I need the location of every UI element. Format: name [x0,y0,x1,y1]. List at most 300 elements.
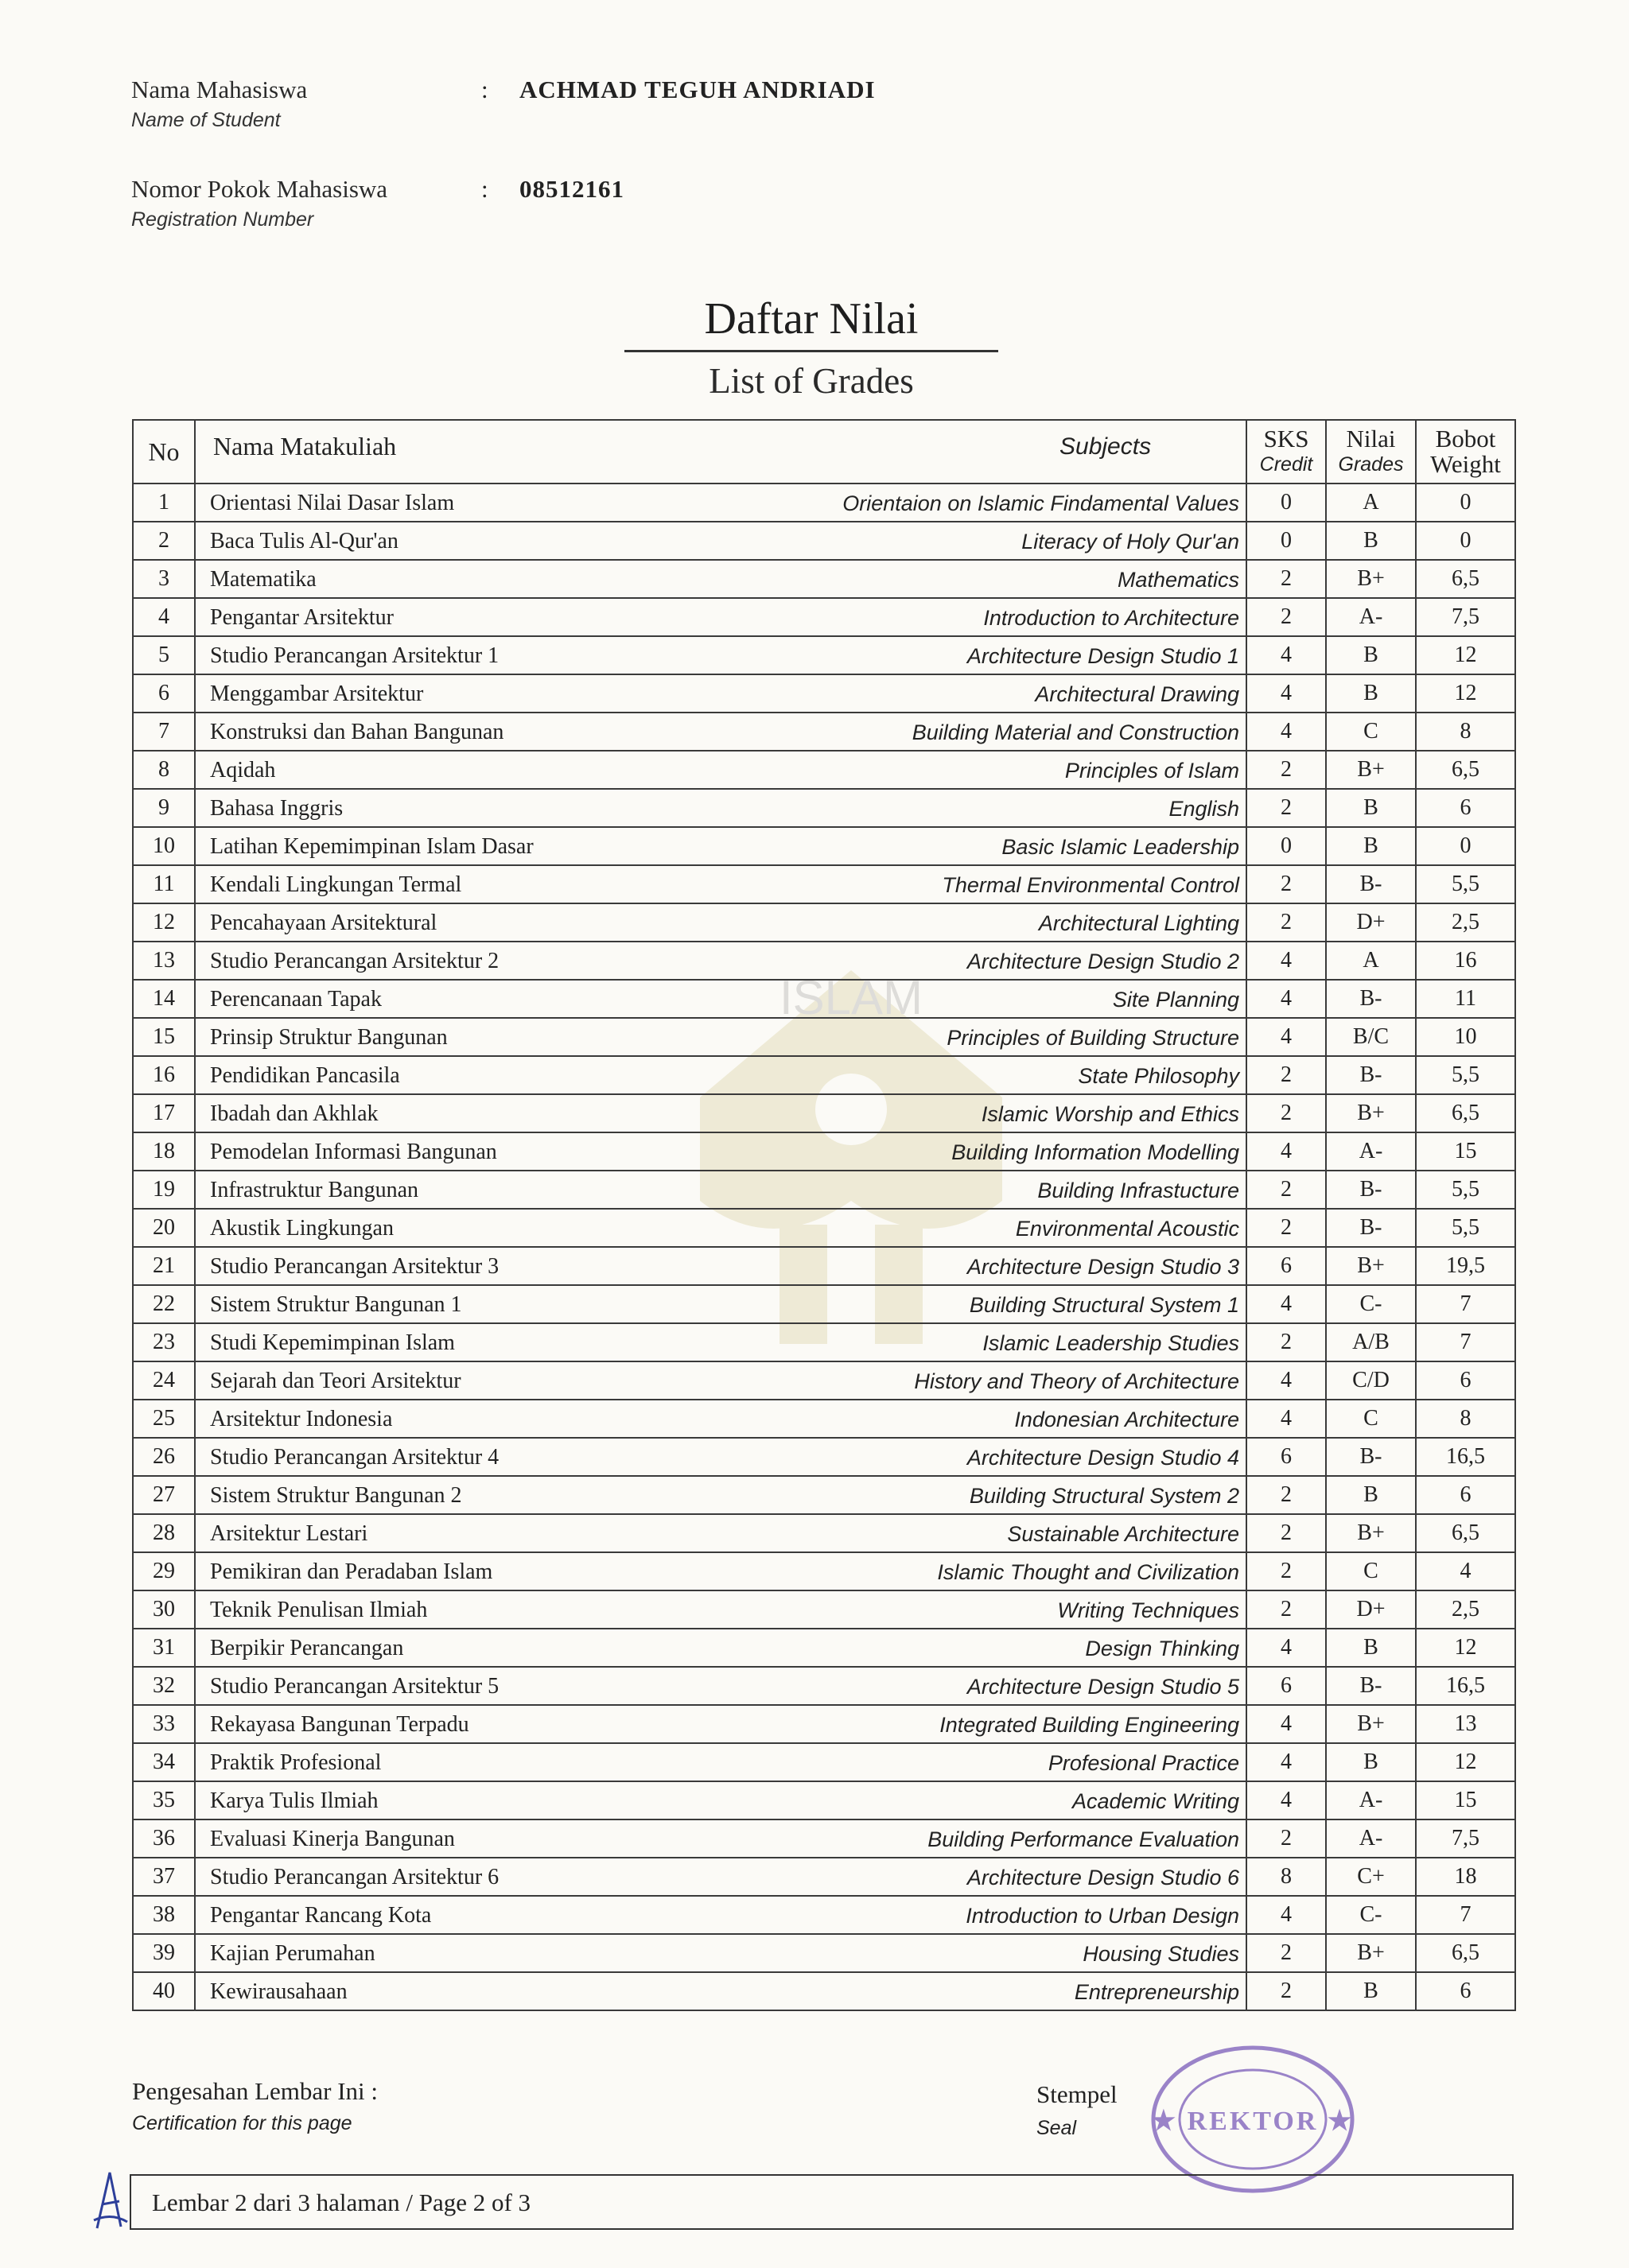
row-number: 35 [133,1781,195,1819]
table-row [133,1743,1515,1781]
subject-name-id: Pendidikan Pancasila [210,1063,400,1088]
grade-cell: A- [1326,1781,1416,1819]
row-number: 19 [133,1171,195,1209]
weight-cell: 12 [1416,1743,1515,1781]
weight-cell: 6 [1416,1361,1515,1400]
row-number: 8 [133,751,195,789]
grade-cell: B+ [1326,1094,1416,1132]
subject-name-en: Academic Writing [1071,1789,1239,1813]
subject-name-en: Building Infrastucture [1037,1179,1239,1202]
grade-cell: D+ [1326,903,1416,942]
row-number: 29 [133,1552,195,1590]
subject-name-en: Introduction to Architecture [983,606,1239,630]
subject-cell [195,484,1246,522]
grade-cell: B- [1326,1056,1416,1094]
subject-cell [195,1323,1246,1361]
credit-cell: 6 [1246,1247,1326,1285]
weight-cell: 6,5 [1416,560,1515,598]
subject-name-id: Sistem Struktur Bangunan 2 [210,1483,462,1508]
grade-cell: A/B [1326,1323,1416,1361]
subject-name-id: Studio Perancangan Arsitektur 3 [210,1254,500,1279]
grade-cell: B- [1326,1171,1416,1209]
row-number: 12 [133,903,195,942]
credit-cell: 2 [1246,598,1326,636]
weight-cell: 16,5 [1416,1438,1515,1476]
table-row [133,1400,1515,1438]
subject-name-en: Architecture Design Studio 5 [966,1675,1239,1699]
subject-cell [195,827,1246,865]
title-block [624,293,998,402]
credit-cell: 0 [1246,522,1326,560]
subject-name-id: Bahasa Inggris [210,796,344,821]
weight-cell: 7 [1416,1896,1515,1934]
credit-cell: 2 [1246,865,1326,903]
weight-cell: 8 [1416,713,1515,751]
subject-cell [195,713,1246,751]
subject-cell [195,1094,1246,1132]
subject-name-id: Berpikir Perancangan [210,1636,404,1660]
credit-cell: 4 [1246,1781,1326,1819]
subject-cell [195,1400,1246,1438]
grade-cell: B- [1326,1438,1416,1476]
table-row [133,1018,1515,1056]
table-row [133,1056,1515,1094]
weight-cell: 5,5 [1416,1171,1515,1209]
subject-name-en: Integrated Building Engineering [939,1713,1239,1737]
subject-name-id: Studio Perancangan Arsitektur 1 [210,643,500,668]
subject-name-en: Islamic Thought and Civilization [937,1560,1239,1584]
page-title: Daftar Nilai [704,294,919,344]
row-number: 2 [133,522,195,560]
subject-name-id: Pengantar Arsitektur [210,605,394,630]
subject-cell [195,1438,1246,1476]
credit-cell: 6 [1246,1438,1326,1476]
header-subject-id: Nama Matakuliah [213,432,397,460]
credit-cell: 4 [1246,1705,1326,1743]
subject-cell [195,1056,1246,1094]
weight-cell: 6 [1416,1476,1515,1514]
subject-cell [195,1743,1246,1781]
table-row [133,942,1515,980]
row-number: 34 [133,1743,195,1781]
credit-cell: 4 [1246,1400,1326,1438]
header-grade-id: Nilai [1346,425,1396,452]
weight-cell: 6,5 [1416,751,1515,789]
weight-cell: 10 [1416,1018,1515,1056]
subject-name-id: Studi Kepemimpinan Islam [210,1330,455,1355]
weight-cell: 13 [1416,1705,1515,1743]
grade-cell: C [1326,1400,1416,1438]
row-number: 24 [133,1361,195,1400]
weight-cell: 5,5 [1416,865,1515,903]
certification-label: Pengesahan Lembar Ini : [132,2077,379,2105]
subject-cell [195,1514,1246,1552]
credit-cell: 0 [1246,484,1326,522]
row-number: 17 [133,1094,195,1132]
row-number: 14 [133,980,195,1018]
row-number: 13 [133,942,195,980]
credit-cell: 2 [1246,1590,1326,1629]
grade-cell: B [1326,674,1416,713]
subject-cell [195,980,1246,1018]
subject-name-en: Architecture Design Studio 2 [966,950,1239,973]
handwritten-initial [87,2165,135,2236]
credit-cell: 2 [1246,1171,1326,1209]
subject-name-id: Studio Perancangan Arsitektur 4 [210,1445,500,1470]
student-name-label-en: Name of Student [131,109,281,131]
table-row [133,751,1515,789]
subject-name-en: Mathematics [1117,568,1239,592]
subject-cell [195,1629,1246,1667]
colon: : [481,175,488,203]
grade-cell: B+ [1326,560,1416,598]
table-row [133,1858,1515,1896]
credit-cell: 4 [1246,1743,1326,1781]
subject-cell [195,1476,1246,1514]
grade-cell: B [1326,636,1416,674]
weight-cell: 12 [1416,1629,1515,1667]
subject-name-id: Aqidah [210,758,276,783]
subject-cell [195,636,1246,674]
subject-name-id: Praktik Profesional [210,1750,382,1775]
weight-cell: 6,5 [1416,1094,1515,1132]
subject-name-id: Studio Perancangan Arsitektur 5 [210,1674,500,1699]
weight-cell: 12 [1416,636,1515,674]
grade-cell: C [1326,713,1416,751]
credit-cell: 4 [1246,1629,1326,1667]
table-row [133,865,1515,903]
subject-name-en: Orientaion on Islamic Findamental Values [842,491,1239,515]
subject-name-en: Islamic Leadership Studies [982,1331,1239,1355]
weight-cell: 15 [1416,1132,1515,1171]
grade-cell: A- [1326,1819,1416,1858]
subject-name-en: Architecture Design Studio 3 [966,1255,1239,1279]
subject-cell [195,903,1246,942]
subject-name-id: Latihan Kepemimpinan Islam Dasar [210,834,534,859]
registration-value: 08512161 [519,175,624,203]
row-number: 23 [133,1323,195,1361]
weight-cell: 0 [1416,484,1515,522]
row-number: 10 [133,827,195,865]
credit-cell: 2 [1246,1934,1326,1972]
subject-name-en: Indonesian Architecture [1014,1408,1239,1431]
grade-cell: B- [1326,980,1416,1018]
credit-cell: 4 [1246,674,1326,713]
row-number: 31 [133,1629,195,1667]
credit-cell: 4 [1246,636,1326,674]
credit-cell: 4 [1246,980,1326,1018]
subject-cell [195,522,1246,560]
grade-cell: B+ [1326,1705,1416,1743]
subject-name-en: Architectural Drawing [1035,682,1239,706]
table-row [133,1285,1515,1323]
subject-name-en: Building Material and Construction [912,720,1239,744]
header-credit [1246,420,1326,484]
grade-cell: B+ [1326,1514,1416,1552]
credit-cell: 2 [1246,1476,1326,1514]
table-row [133,560,1515,598]
row-number: 27 [133,1476,195,1514]
student-name-label: Nama Mahasiswa [131,76,308,103]
table-row [133,1323,1515,1361]
grade-cell: D+ [1326,1590,1416,1629]
row-number: 3 [133,560,195,598]
subject-cell [195,1667,1246,1705]
grade-cell: B/C [1326,1018,1416,1056]
credit-cell: 4 [1246,1896,1326,1934]
table-row [133,484,1515,522]
subject-name-id: Sejarah dan Teori Arsitektur [210,1369,461,1393]
table-row [133,980,1515,1018]
table-row [133,598,1515,636]
subject-cell [195,1209,1246,1247]
credit-cell: 4 [1246,1018,1326,1056]
credit-cell: 4 [1246,1361,1326,1400]
registration-label: Nomor Pokok Mahasiswa [131,175,388,203]
subject-name-id: Karya Tulis Ilmiah [210,1788,379,1813]
header-weight-id: Bobot [1435,425,1496,452]
weight-cell: 12 [1416,674,1515,713]
subject-name-en: Islamic Worship and Ethics [981,1102,1239,1126]
svg-text:★ REKTOR ★: ★ REKTOR ★ [1151,2107,1355,2136]
subject-name-en: State Philosophy [1078,1064,1239,1088]
grade-cell: B [1326,1743,1416,1781]
grade-cell: C- [1326,1285,1416,1323]
subject-name-en: Environmental Acoustic [1015,1217,1239,1241]
subject-cell [195,674,1246,713]
row-number: 21 [133,1247,195,1285]
table-row [133,1514,1515,1552]
weight-cell: 5,5 [1416,1056,1515,1094]
subject-name-id: Pengantar Rancang Kota [210,1903,432,1928]
credit-cell: 0 [1246,827,1326,865]
grades-table [132,419,1516,2011]
grade-cell: B [1326,1972,1416,2010]
weight-cell: 6,5 [1416,1514,1515,1552]
seal-block [1036,2080,1118,2140]
subject-name-id: Menggambar Arsitektur [210,682,424,706]
subject-name-en: Building Structural System 1 [969,1293,1239,1317]
subject-name-id: Sistem Struktur Bangunan 1 [210,1292,462,1317]
credit-cell: 2 [1246,751,1326,789]
table-row [133,1590,1515,1629]
grade-cell: A- [1326,1132,1416,1171]
header-subject-en: Subjects [1059,433,1152,460]
row-number: 37 [133,1858,195,1896]
weight-cell: 16 [1416,942,1515,980]
header-credit-en: Credit [1259,453,1313,476]
subject-cell [195,1171,1246,1209]
subject-cell [195,1896,1246,1934]
grade-cell: B [1326,1476,1416,1514]
subject-cell [195,1132,1246,1171]
subject-cell [195,1285,1246,1323]
table-row [133,1552,1515,1590]
subject-name-en: Sustainable Architecture [1007,1522,1239,1546]
table-row [133,1438,1515,1476]
grade-cell: B+ [1326,1934,1416,1972]
grade-cell: B [1326,1629,1416,1667]
subject-cell [195,942,1246,980]
subject-name-en: Architectural Lighting [1038,911,1239,935]
grade-cell: C [1326,1552,1416,1590]
subject-cell [195,1247,1246,1285]
weight-cell: 2,5 [1416,903,1515,942]
row-number: 18 [133,1132,195,1171]
student-name-block [131,76,876,132]
weight-cell: 6 [1416,789,1515,827]
subject-name-en: Architecture Design Studio 6 [966,1866,1239,1889]
subject-name-id: Rekayasa Bangunan Terpadu [210,1712,469,1737]
row-number: 9 [133,789,195,827]
header-no: No [133,420,195,484]
subject-name-en: Architecture Design Studio 4 [966,1446,1239,1470]
credit-cell: 2 [1246,1552,1326,1590]
subject-name-id: Pemikiran dan Peradaban Islam [210,1559,493,1584]
row-number: 16 [133,1056,195,1094]
credit-cell: 2 [1246,903,1326,942]
table-row [133,1476,1515,1514]
grade-cell: B [1326,522,1416,560]
credit-cell: 2 [1246,789,1326,827]
row-number: 7 [133,713,195,751]
weight-cell: 8 [1416,1400,1515,1438]
subject-cell [195,560,1246,598]
seal-label-en: Seal [1036,2117,1077,2139]
page-subtitle: List of Grades [709,361,914,401]
subject-name-en: Introduction to Urban Design [966,1904,1239,1928]
row-number: 26 [133,1438,195,1476]
subject-name-id: Pemodelan Informasi Bangunan [210,1140,497,1164]
weight-cell: 6,5 [1416,1934,1515,1972]
row-number: 30 [133,1590,195,1629]
subject-name-id: Pencahayaan Arsitektural [210,911,437,935]
row-number: 28 [133,1514,195,1552]
grade-cell: B- [1326,1667,1416,1705]
grade-cell: B [1326,789,1416,827]
credit-cell: 2 [1246,1819,1326,1858]
subject-cell [195,1934,1246,1972]
subject-name-id: Konstruksi dan Bahan Bangunan [210,720,504,744]
table-row [133,827,1515,865]
subject-name-id: Baca Tulis Al-Qur'an [210,529,399,553]
weight-cell: 5,5 [1416,1209,1515,1247]
row-number: 32 [133,1667,195,1705]
table-row [133,1247,1515,1285]
subject-name-en: Entrepreneurship [1074,1980,1239,2004]
subject-cell [195,1552,1246,1590]
page-indicator-box [130,2174,1514,2230]
subject-name-id: Akustik Lingkungan [210,1216,394,1241]
subject-cell [195,1858,1246,1896]
row-number: 22 [133,1285,195,1323]
credit-cell: 4 [1246,713,1326,751]
row-number: 33 [133,1705,195,1743]
credit-cell: 4 [1246,942,1326,980]
subject-name-id: Teknik Penulisan Ilmiah [210,1598,428,1622]
row-number: 20 [133,1209,195,1247]
weight-cell: 2,5 [1416,1590,1515,1629]
table-row [133,1934,1515,1972]
credit-cell: 6 [1246,1667,1326,1705]
table-row [133,636,1515,674]
subject-name-en: Site Planning [1112,988,1239,1012]
subject-name-id: Studio Perancangan Arsitektur 6 [210,1865,500,1889]
subject-cell [195,598,1246,636]
credit-cell: 2 [1246,1094,1326,1132]
subject-name-id: Arsitektur Lestari [210,1521,368,1546]
weight-cell: 4 [1416,1552,1515,1590]
colon: : [481,76,488,103]
credit-cell: 2 [1246,1209,1326,1247]
grade-cell: B [1326,827,1416,865]
grade-cell: C/D [1326,1361,1416,1400]
weight-cell: 0 [1416,827,1515,865]
page-indicator: Lembar 2 dari 3 halaman / Page 2 of 3 [152,2188,531,2216]
registration-label-en: Registration Number [131,208,314,231]
weight-cell: 6 [1416,1972,1515,2010]
subject-name-en: Thermal Environmental Control [942,873,1239,897]
row-number: 1 [133,484,195,522]
weight-cell: 0 [1416,522,1515,560]
table-row [133,1819,1515,1858]
subject-name-en: Profesional Practice [1048,1751,1239,1775]
subject-name-id: Kendali Lingkungan Termal [210,872,462,897]
weight-cell: 15 [1416,1781,1515,1819]
subject-cell [195,1590,1246,1629]
subject-name-id: Ibadah dan Akhlak [210,1101,379,1126]
weight-cell: 7,5 [1416,1819,1515,1858]
header-credit-id: SKS [1263,425,1309,452]
weight-cell: 19,5 [1416,1247,1515,1285]
grade-cell: A- [1326,598,1416,636]
weight-cell: 7 [1416,1285,1515,1323]
subject-name-en: Housing Studies [1083,1942,1239,1966]
weight-cell: 11 [1416,980,1515,1018]
registration-block [131,175,624,231]
subject-name-id: Kajian Perumahan [210,1941,375,1966]
row-number: 15 [133,1018,195,1056]
subject-name-en: Building Information Modelling [951,1140,1239,1164]
subject-name-en: Building Structural System 2 [969,1484,1239,1508]
subject-name-id: Arsitektur Indonesia [210,1407,393,1431]
subject-name-en: Basic Islamic Leadership [1001,835,1239,859]
table-row [133,1209,1515,1247]
subject-cell [195,789,1246,827]
table-row [133,1705,1515,1743]
table-row [133,1361,1515,1400]
credit-cell: 2 [1246,1056,1326,1094]
table-row [133,903,1515,942]
subject-cell [195,751,1246,789]
header-weight-en: Weight [1430,450,1501,478]
subject-name-en: History and Theory of Architecture [914,1369,1239,1393]
subject-cell [195,1819,1246,1858]
subject-name-id: Kewirausahaan [210,1979,348,2004]
row-number: 5 [133,636,195,674]
subject-name-id: Studio Perancangan Arsitektur 2 [210,949,500,973]
subject-name-en: Principles of Islam [1064,759,1239,783]
subject-name-en: Building Performance Evaluation [927,1827,1239,1851]
credit-cell: 2 [1246,1323,1326,1361]
header-weight [1416,420,1515,484]
grade-cell: C- [1326,1896,1416,1934]
seal-label: Stempel [1036,2080,1118,2108]
grade-cell: A [1326,484,1416,522]
row-number: 40 [133,1972,195,2010]
svg-text:ISLAM: ISLAM [779,971,923,1024]
subject-name-id: Infrastruktur Bangunan [210,1178,419,1202]
